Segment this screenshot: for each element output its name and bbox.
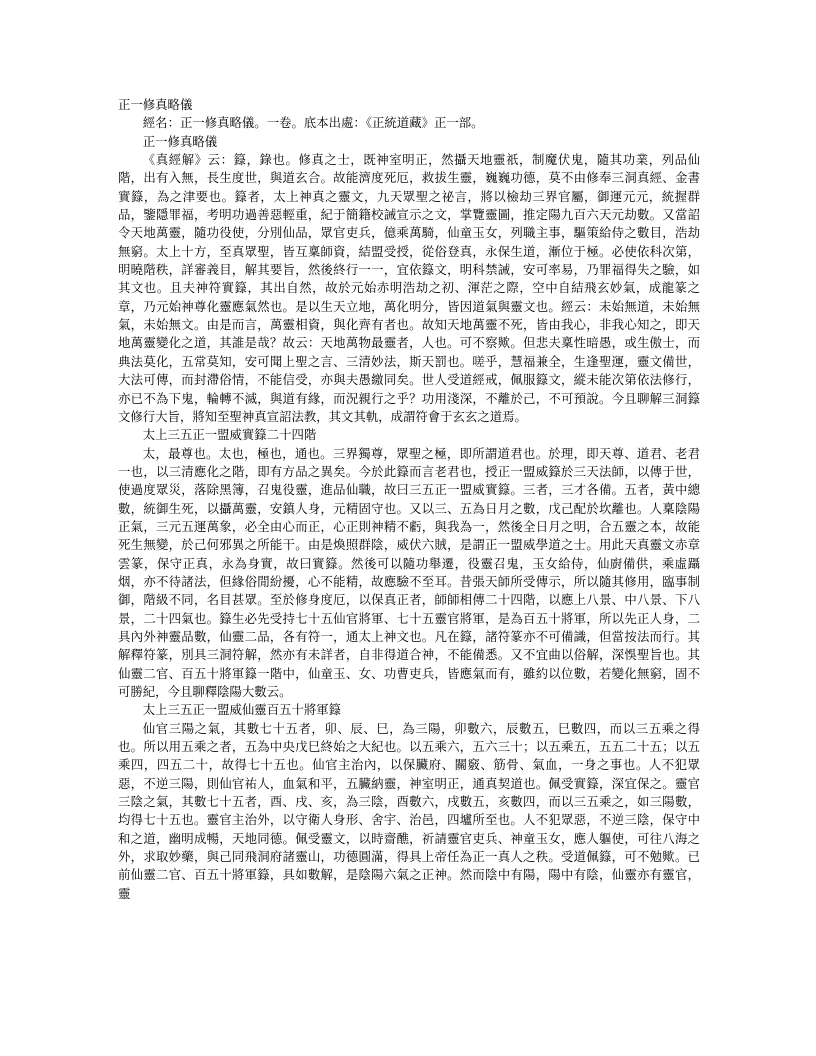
document-body: [118, 96, 700, 903]
section-heading-2: 太上三五正一盟威仙靈百五十將軍籙: [142, 702, 342, 718]
section-heading-1: 太上三五正一盟威實籙二十四階: [142, 427, 317, 443]
body-paragraph-3: 仙官三陽之氣，其數七十五者，卯、辰、巳，為三陽，卯數六，辰數五，巳數四，而以三五乘之得也。所以用五乘之者，五為中央戊巳終始之大紀也。以五乘六，五六三十；以五乘五，五五二十五；以五乘四，四五二十，故得七十五也。仙官主治內，以保臟府、關竅、筋骨、氣血，一身之事也。人不犯眾惡，不逆三陽，則仙官祐人，血氣和平，五臟納靈，神室明正，通真契道也。佩受實籙，深宜保之。靈官三陰之氣，其數七十五者，酉、戌、亥，為三陰，酉數六，戌數五，亥數四，而以三五乘之，如三陽數，均得七十五也。靈官主治外，以守衛人身形、舍宇、治邑，四壚所至也。人不犯眾惡，不逆三陰，保守中和之道，幽明成暢，天地同德。佩受靈文，以時齋醮，祈請靈官吏兵、神童玉女，應人軀使，可往八海之外，求取妙藥，與己同飛洞府諸靈山，功德圓滿，得具上帝任為正一真人之秩。受道佩籙，可不勉歟。已前仙靈二官、百五十將軍籙，具如數解，是陰陽六氣之正神。然而陰中有陽，陽中有陰，仙靈亦有靈官，靈: [118, 720, 700, 901]
body-paragraph-2: 太，最尊也。太也，極也，通也。三界獨尊，眾聖之極，即所謂道君也。於理，即天尊、道君、老君一也，以三清應化之階，即有方品之異矣。今於此籙而言老君也，授正一盟威籙於三天法師，以傳于世，使過度眾災，落除黑簿，召鬼役靈，進品仙職，故曰三五正一盟威實籙。三者，三才各備。五者，黃中總數，統御生死，以攝萬靈，安鎮人身，元精固守也。又以三、五為日月之數，戊己配於坎離也。人稟陰陽正氣，三元五運萬象，必全由心而正，心正則神精不虧，與我為一，然後全日月之明，合五靈之本，故能死生無變，於己何邪異之所能干。由是煥照群陰，威伏六賊，是謂正一盟威學道之士。用此天真靈文赤章雲篆，保守正真，永為身實，故曰實籙。然後可以隨功舉遷，役靈召鬼，玉女給侍，仙廚備供，乘虛躡烟，亦不待諸法，但緣俗閒紛擾，心不能精，故應驗不至耳。昔張天師所受傳示，所以隨其修用，臨事制御，階級不同，名目甚眾。至於修身度厄，以保真正者，師師相傳二十四階，以應上八景、中八景、下八景，二十四氣也。籙生必先受持七十五仙官將軍、七十五靈官將軍，是為百五十將軍，所以先正人身，二具內外神靈品數，仙靈二品，各有符一，通太上神文也。凡在籙，諸符篆亦不可備識，但當按法而行。其解釋符篆，別具三洞符解，然亦有未詳者，自非得道合神，不能備悉。又不宜曲以俗解，深悞聖旨也。其仙靈二官、百五十將軍籙一階中，仙童玉、女、功曹吏兵，皆應氣而有，雖約以位數，若變化無窮，固不可勝紀，今且聊釋陰陽大數云。: [118, 445, 700, 699]
body-paragraph-1: 《真經解》云：籙，錄也。修真之士，既神室明正，然攝天地靈祇，制魔伏鬼，隨其功業，列品仙階，出有入無，長生度世，與道玄合。故能濟度死厄，救拔生靈，巍巍功德，莫不由修奉三洞真經、金書實籙，為之津要也。籙者，太上神真之靈文，九天眾聖之祕言，將以檢劫三界官屬，御運元元，統握群品，鑒隱罪福，考明功過善惡輕重，紀于簡籍校誡宣示之文，掌覽靈圖，推定陽九百六天元劫數。又當詔令天地萬靈，隨功役使，分別仙品，眾官吏兵，億乘萬騎，仙童玉女，列職主事，驅策給侍之數目，浩劫無窮。太上十方，至真眾聖，皆互稟師資，結盟受授，從俗登真，永保生道，漸位于極。必使依科次第，明曉階秩，詳審義目，解其要旨，然後終行一一，宜依籙文，明科禁誡，安可率易，乃罪福得失之驗，如其文也。且夫神符實籙，其出自然，故於元始赤明浩劫之初、渾茫之際，空中自結飛玄妙氣，成龍篆之章，乃元始神尊化靈應氣然也。是以生天立地，萬化明分，皆因道氣與靈文也。經云：未始無道，未始無氣，未始無文。由是而言，萬靈相資，與化齊有者也。故知天地萬靈不死，皆由我心，非我心知之，即天地萬靈變化之道，其誰是哉？故云：天地萬物最靈者，人也。可不察歟。但悲夫稟性暗愚，或生傲士，而典法莫化，五常莫知，安可聞上聖之言、三清妙法，斯天罰也。嗟乎，慧福兼全，生逢聖運，靈文備世，大法可傳，而封滯俗情，不能信受，亦與夫愚繳同矣。世人受道經戒，佩服籙文，縱未能次第依法修行，亦已不為下鬼，輪轉不滅，與道有緣，而況親行之乎？功用淺深，不離於己，不可預說。今且聊解三洞籙文修行大旨，將知至聖神真宣詔法教，其文其軌，成謂符會于玄玄之道焉。: [118, 152, 700, 424]
scripture-metadata-line: 經名：正一修真略儀。一卷。底本出處：《正統道藏》正一部。: [142, 115, 484, 131]
document-title: 正一修真略儀: [118, 97, 193, 112]
document-title-repeat: 正一修真略儀: [142, 133, 218, 149]
